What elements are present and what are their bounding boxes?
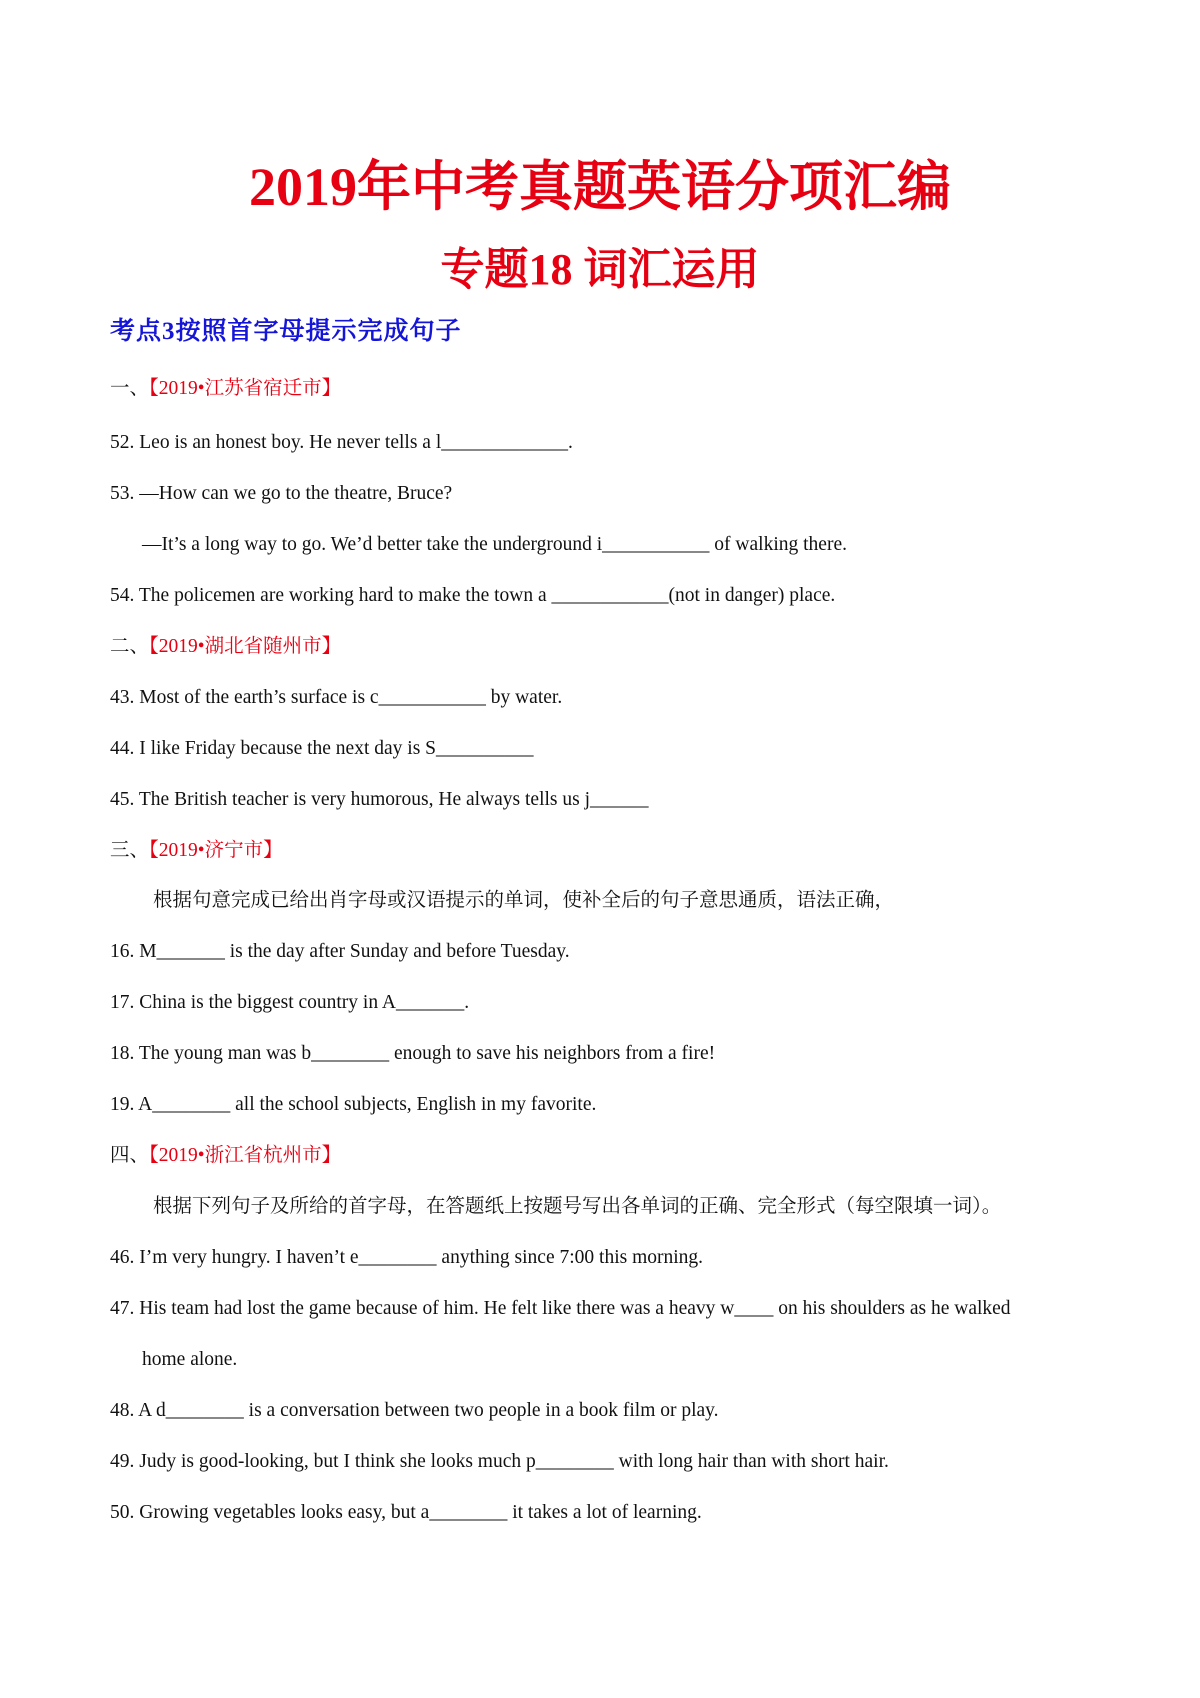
section-number: 四、 — [110, 1145, 150, 1166]
section-source: 【2019•湖北省随州市】 — [149, 636, 342, 657]
question-line: 49. Judy is good-looking, but I think she looks much p________ with long hair than with short hair. — [110, 1451, 889, 1472]
section-source: 【2019•浙江省杭州市】 — [149, 1145, 342, 1166]
section-instruction: 根据句意完成已给出肖字母或汉语提示的单词，使补全后的句子意思通质，语法正确， — [153, 890, 895, 911]
section-number: 三、 — [110, 840, 150, 861]
sub-title: 专题18 词汇运用 — [440, 245, 760, 294]
section-header — [110, 374, 341, 404]
question-line: 54. The policemen are working hard to make the town a ____________(not in danger) place. — [110, 585, 836, 606]
question-line: 50. Growing vegetables looks easy, but a________ it takes a lot of learning. — [110, 1502, 702, 1523]
question-line: 47. His team had lost the game because of him. He felt like there was a heavy w____ on his shoulders as he walked — [110, 1298, 1011, 1319]
question-line: 19. A________ all the school subjects, English in my favorite. — [110, 1094, 597, 1115]
question-line: 43. Most of the earth’s surface is c___________ by water. — [110, 687, 563, 708]
question-line: home alone. — [142, 1349, 238, 1370]
question-line: 48. A d________ is a conversation between two people in a book film or play. — [110, 1400, 719, 1421]
section-source: 【2019•济宁市】 — [149, 840, 283, 861]
section-header — [110, 836, 283, 866]
point-heading: 考点3按照首字母提示完成句子 — [110, 318, 462, 345]
question-line: 45. The British teacher is very humorous, He always tells us j______ — [110, 789, 649, 810]
question-line: 44. I like Friday because the next day is S__________ — [110, 738, 534, 759]
question-line: 52. Leo is an honest boy. He never tells a l_____________. — [110, 432, 573, 453]
question-line: 18. The young man was b________ enough to save his neighbors from a fire! — [110, 1043, 716, 1064]
question-line: —It’s a long way to go. We’d better take the underground i___________ of walking there. — [142, 534, 847, 555]
main-title: 2019年中考真题英语分项汇编 — [249, 157, 951, 217]
section-number: 二、 — [110, 636, 150, 657]
question-line: 53. —How can we go to the theatre, Bruce? — [110, 483, 453, 504]
section-instruction: 根据下列句子及所给的首字母，在答题纸上按题号写出各单词的正确、完全形式（每空限填一词）。 — [153, 1196, 1002, 1217]
section-header — [110, 632, 341, 662]
question-line: 46. I’m very hungry. I haven’t e________ anything since 7:00 this morning. — [110, 1247, 704, 1268]
section-source: 【2019•江苏省宿迁市】 — [149, 378, 342, 399]
section-header — [110, 1141, 341, 1171]
question-line: 16. M_______ is the day after Sunday and before Tuesday. — [110, 941, 570, 962]
section-number: 一、 — [110, 378, 150, 399]
question-line: 17. China is the biggest country in A_______. — [110, 992, 470, 1013]
